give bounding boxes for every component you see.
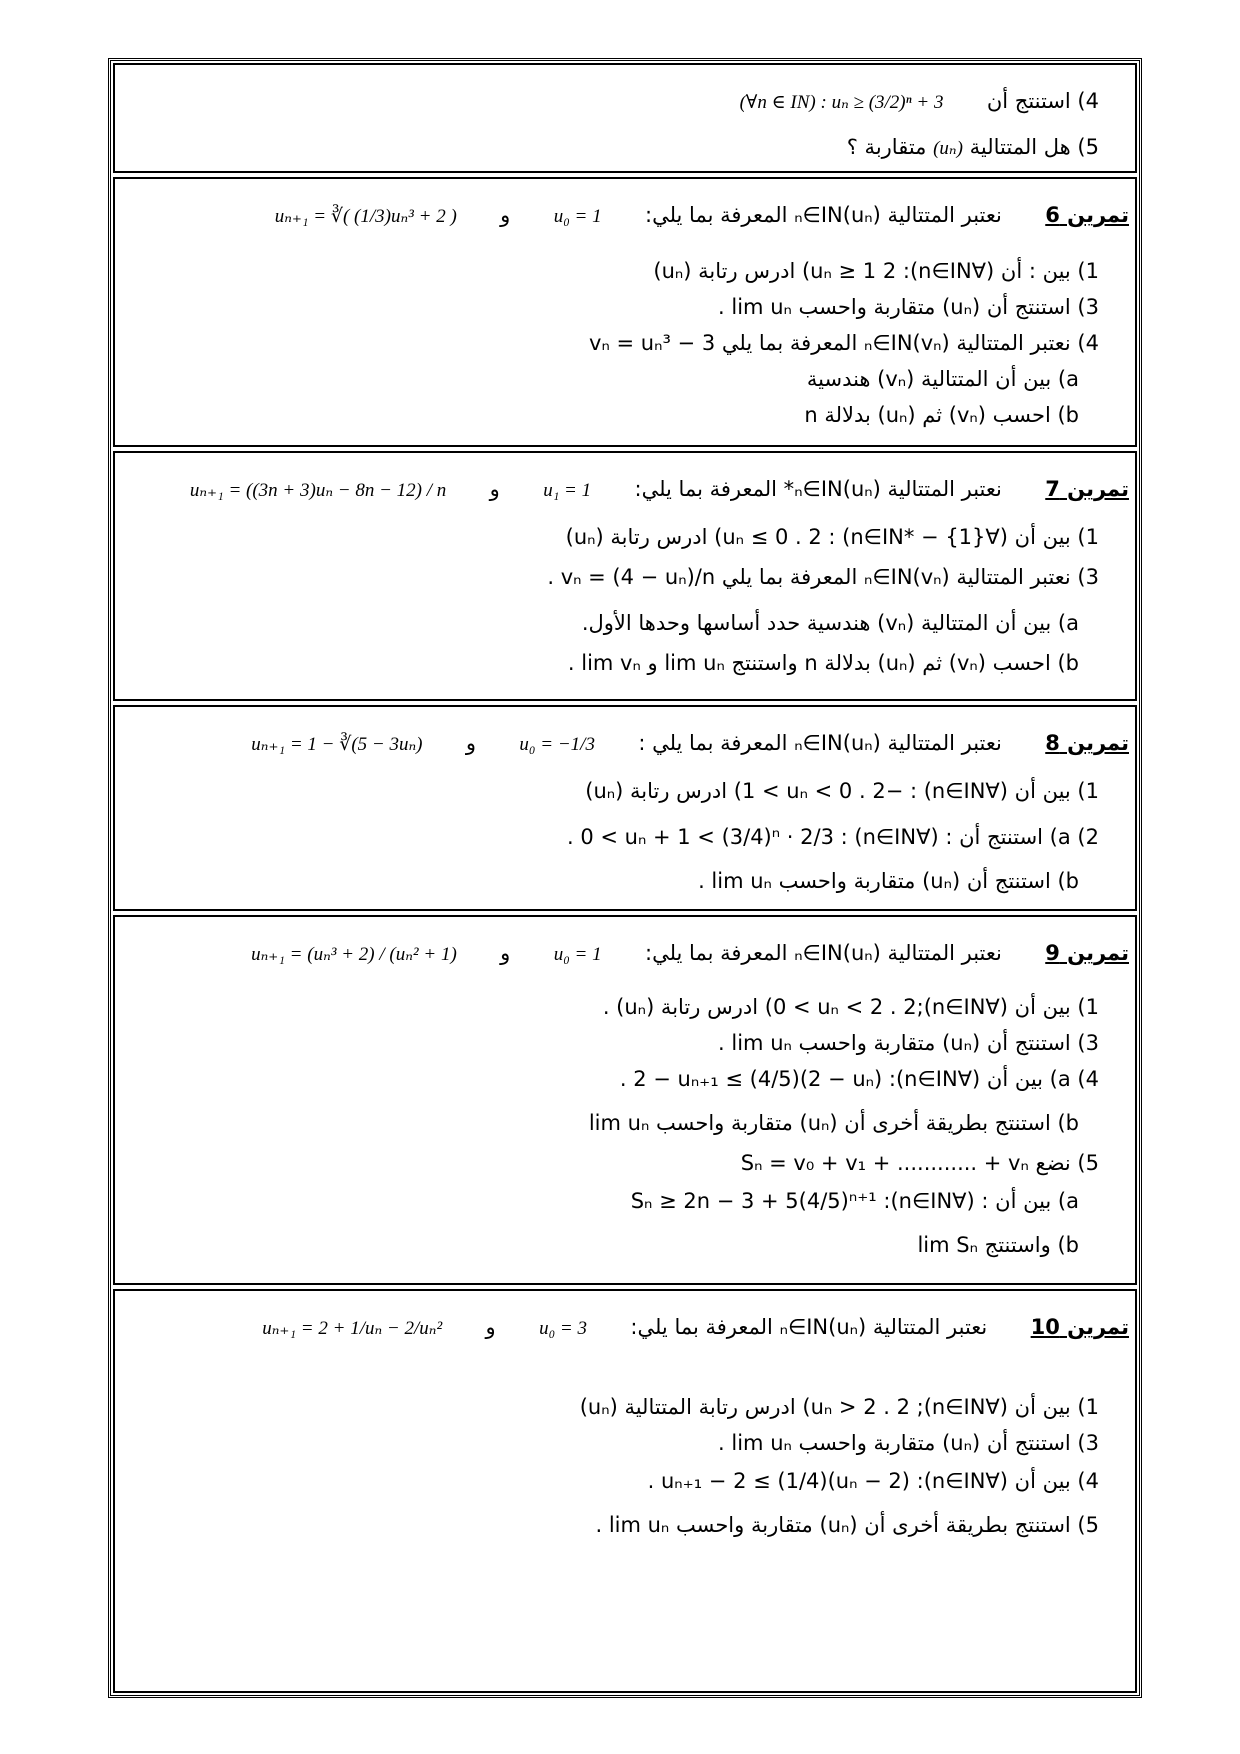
exercise-8-q1: 1) بين أن (∀n∈IN) : −1 < uₙ < 0 . 2) ادرس رتابة (uₙ) [585, 779, 1099, 803]
exercise-9-recurrence: uₙ₊₁ = (uₙ³ + 2) / (uₙ² + 1) [251, 944, 457, 965]
exercise-8-q2a: 2) a) استنتج أن : (∀n∈IN) : 0 < uₙ + 1 < (3/4)ⁿ · 2/3 . [566, 825, 1099, 849]
question-5 [847, 133, 1099, 163]
exercise-7-statement [190, 475, 1129, 505]
question-5-math: (uₙ) [933, 138, 963, 159]
exercise-10-q5: 5) استنتج بطريقة أخرى أن (uₙ) متقاربة واحسب lim uₙ . [595, 1513, 1099, 1537]
exercise-5-continuation [113, 63, 1137, 173]
question-4 [740, 87, 1099, 117]
exercise-10-recurrence: uₙ₊₁ = 2 + 1/uₙ − 2/uₙ² [262, 1318, 443, 1339]
exercise-9-q4b: b) استنتج بطريقة أخرى أن (uₙ) متقاربة واحسب lim uₙ [588, 1111, 1079, 1135]
exercise-6-title: تمرين 6 [1045, 203, 1129, 227]
exercise-6-qb: b) احسب (vₙ) ثم (uₙ) بدلالة n [804, 403, 1079, 427]
exercise-7-title: تمرين 7 [1045, 477, 1129, 501]
exercise-10-q4: 4) بين أن (∀n∈IN): uₙ₊₁ − 2 ≤ (1/4)(uₙ − 2) . [647, 1469, 1099, 1493]
question-5-text-b: متقاربة ؟ [846, 135, 927, 159]
exercise-6-recurrence: uₙ₊₁ = ∛( (1/3)uₙ³ + 2 ) [274, 206, 457, 227]
exercise-6-initial: u₀ = 1 [553, 206, 602, 227]
exercise-8 [113, 705, 1137, 911]
question-4-text: 4) استنتج أن [986, 89, 1099, 113]
exercise-7-q3: 3) نعتبر المتتالية (vₙ)ₙ∈IN المعرفة بما يلي vₙ = (4 − uₙ)/n . [547, 565, 1099, 589]
exercise-10-q3: 3) استنتج أن (uₙ) متقاربة واحسب lim uₙ . [718, 1431, 1099, 1455]
exercise-8-and: و [465, 731, 477, 755]
exercise-8-q2b: b) استنتج أن (uₙ) متقاربة واحسب lim uₙ . [698, 869, 1079, 893]
exercise-6-intro: نعتبر المتتالية (uₙ)ₙ∈IN المعرفة بما يلي: [645, 203, 1002, 227]
exercise-10-statement [262, 1313, 1129, 1343]
exercise-6 [113, 177, 1137, 447]
exercise-6-and: و [500, 203, 511, 227]
exercise-9-and: و [500, 941, 511, 965]
exercise-7-initial: u₁ = 1 [543, 480, 592, 501]
exercise-9-q5a: a) بين أن : (∀n∈IN): Sₙ ≥ 2n − 3 + 5(4/5)ⁿ⁺¹ [630, 1189, 1079, 1213]
exercise-10-title: تمرين 10 [1030, 1315, 1129, 1339]
exercise-7 [113, 451, 1137, 701]
exercise-9-q4: 4) a) بين أن (∀n∈IN): 2 − uₙ₊₁ ≤ (4/5)(2 − uₙ) . [619, 1067, 1099, 1091]
exercise-10 [113, 1289, 1137, 1693]
exercise-9-title: تمرين 9 [1045, 941, 1129, 965]
exercise-8-statement [251, 729, 1129, 759]
exercise-9-q3: 3) استنتج أن (uₙ) متقاربة واحسب lim uₙ . [718, 1031, 1099, 1055]
exercise-7-qb: b) احسب (vₙ) ثم (uₙ) بدلالة n واستنتج lim uₙ و lim vₙ . [567, 651, 1079, 675]
exercise-6-qa: a) بين أن المتتالية (vₙ) هندسية [806, 367, 1079, 391]
exercise-8-title: تمرين 8 [1045, 731, 1129, 755]
worksheet-page [108, 58, 1142, 1698]
exercise-8-intro: نعتبر المتتالية (uₙ)ₙ∈IN المعرفة بما يلي : [638, 731, 1002, 755]
exercise-10-initial: u₀ = 3 [539, 1318, 588, 1339]
exercise-9-q5: 5) نضع Sₙ = v₀ + v₁ + ............ + vₙ [740, 1151, 1099, 1175]
exercise-7-qa: a) بين أن المتتالية (vₙ) هندسية حدد أساسها وحدها الأول. [581, 611, 1079, 635]
exercise-8-recurrence: uₙ₊₁ = 1 − ∛(5 − 3uₙ) [251, 734, 423, 755]
exercise-10-and: و [485, 1315, 496, 1339]
exercise-10-intro: نعتبر المتتالية (uₙ)ₙ∈IN المعرفة بما يلي: [630, 1315, 988, 1339]
exercise-7-recurrence: uₙ₊₁ = ((3n + 3)uₙ − 8n − 12) / n [189, 480, 447, 501]
exercise-8-initial: u₀ = −1/3 [519, 734, 595, 755]
exercise-9-statement [251, 939, 1129, 969]
exercise-9 [113, 915, 1137, 1285]
question-5-text-a: 5) هل المتتالية [969, 135, 1099, 159]
exercise-9-q5b: b) واستنتج lim Sₙ [917, 1233, 1079, 1257]
exercise-7-q1: 1) بين أن (∀n∈IN* − {1}) : uₙ ≤ 0 . 2) ادرس رتابة (uₙ) [565, 525, 1099, 549]
exercise-6-q4: 4) نعتبر المتتالية (vₙ)ₙ∈IN المعرفة بما يلي vₙ = uₙ³ − 3 [589, 331, 1099, 355]
exercise-6-q1: 1) بين : أن (∀n∈IN): uₙ ≥ 1 2) ادرس رتابة (uₙ) [653, 259, 1099, 283]
exercise-9-intro: نعتبر المتتالية (uₙ)ₙ∈IN المعرفة بما يلي: [645, 941, 1002, 965]
question-4-math: (∀n ∈ IN) : uₙ ≥ (3/2)ⁿ + 3 [739, 92, 944, 113]
exercise-9-initial: u₀ = 1 [553, 944, 602, 965]
exercise-6-q3: 3) استنتج أن (uₙ) متقاربة واحسب lim uₙ . [718, 295, 1099, 319]
exercise-7-and: و [489, 477, 500, 501]
exercise-7-intro: نعتبر المتتالية (uₙ)ₙ∈IN* المعرفة بما يلي: [634, 477, 1002, 501]
exercise-10-q1: 1) بين أن (∀n∈IN); uₙ > 2 . 2) ادرس رتابة المتتالية (uₙ) [579, 1395, 1099, 1419]
exercise-9-q1: 1) بين أن (∀n∈IN);0 < uₙ < 2 . 2) ادرس رتابة (uₙ) . [602, 995, 1099, 1019]
exercise-6-statement [275, 201, 1129, 231]
